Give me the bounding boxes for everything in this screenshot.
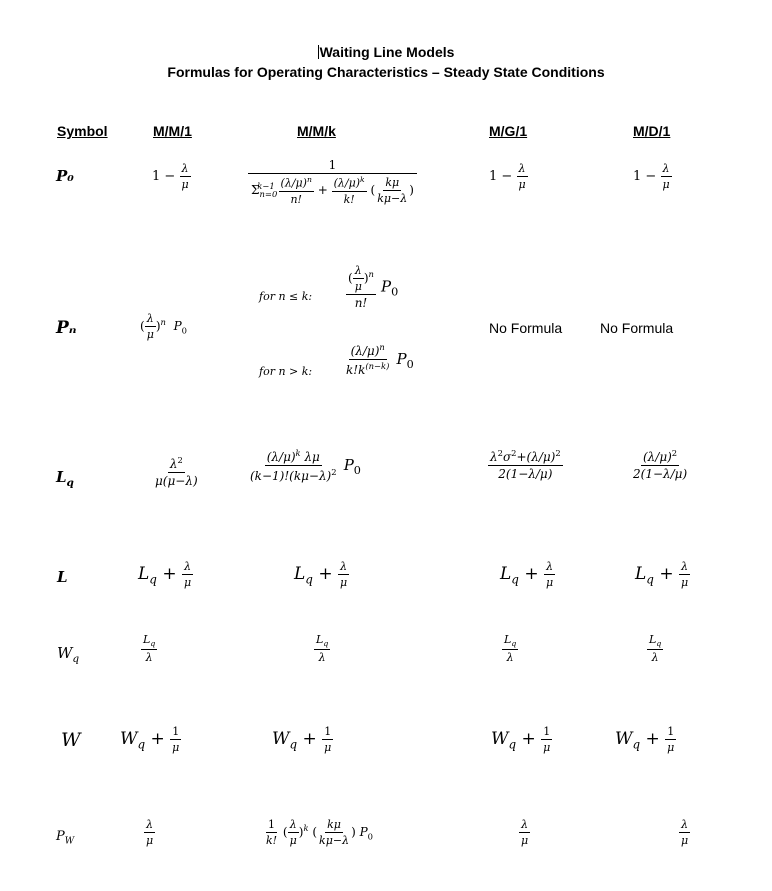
md1-pw-formula: $\frac{\lambda}{\mu}$ [681,818,689,847]
mmk-l-formula: $L_q$ + $\frac{\lambda}{\mu}$ [294,560,348,589]
symbol-lq: $L_q$ [56,468,74,489]
symbol-l [57,568,68,587]
l-symbol-text: L [57,568,68,586]
mmk-w-formula: $W_q$ + $\frac{1}{\mu}$ [272,725,332,754]
mmk-p0-formula: 1 $\Sigma_{n=0}^{k-1}$ $\frac{(\lambda/\mu)^n}{n!}$ + $\frac{(\lambda/\mu)^k}{k!}$ ( $\frac{k\mu}{k\mu-\lambda}$ ) [248,158,417,206]
mmk-lq-formula: $\frac{(\lambda/\mu)^k \lambda\mu}{(k-1)!(k\mu-\lambda)^2}$ $P_0$ [250,448,361,483]
w-symbol-text: W [61,729,81,751]
mg1-w-formula: $W_q$ + $\frac{1}{\mu}$ [491,725,551,754]
mmk-pn-condition-le: for n ≤ k: [259,290,313,303]
mmk-wq-formula: $\frac{L_q}{\lambda}$ [316,633,329,665]
mm1-p0-formula: 1 − $\frac{\lambda}{\mu}$ [152,162,189,191]
mg1-l-formula: $L_q$ + $\frac{\lambda}{\mu}$ [500,560,554,589]
header-symbol: Symbol [57,123,108,139]
mg1-pn-no-formula: No Formula [489,320,563,336]
mmk-pw-formula: $\frac{1}{k!}$ ( $\frac{\lambda}{\mu}$ )$^k$ ( $\frac{k\mu}{k\mu-\lambda}$ ) $P_0$ [266,818,373,847]
mmk-pn-formula-le: ( $\frac{\lambda}{\mu}$ )$^n$ n! $P_0$ [348,264,399,310]
header-mmk: M/M/k [297,123,336,139]
mg1-wq-formula: $\frac{L_q}{\lambda}$ [504,633,517,665]
symbol-pn [56,318,77,338]
md1-p0-formula: 1 − $\frac{\lambda}{\mu}$ [633,162,670,191]
mm1-pw-formula: $\frac{\lambda}{\mu}$ [146,818,154,847]
mmk-pn-formula-gt: $\frac{(\lambda/\mu)^n}{k!k^{(n-k)}}$ $P_0$ [346,342,414,377]
mmk-pn-condition-gt: for n > k: [259,365,313,378]
text-cursor [318,45,319,59]
page-subtitle: Formulas for Operating Characteristics – Steady State Conditions [167,64,605,80]
md1-l-formula: $L_q$ + $\frac{\lambda}{\mu}$ [635,560,689,589]
symbol-p0 [56,167,74,186]
header-mm1: M/M/1 [153,123,192,139]
header-mg1: M/G/1 [489,123,528,139]
mm1-w-formula: $W_q$ + $\frac{1}{\mu}$ [120,725,180,754]
p0-symbol-text: P₀ [56,167,74,185]
page-title: Waiting Line Models [319,44,455,60]
md1-w-formula: $W_q$ + $\frac{1}{\mu}$ [615,725,675,754]
mm1-pn-formula: ( $\frac{\lambda}{\mu}$ )$^n$ $P_0$ [140,312,187,341]
mm1-wq-formula: $\frac{L_q}{\lambda}$ [143,633,156,665]
symbol-w [61,729,81,751]
md1-pn-no-formula: No Formula [600,320,674,336]
symbol-pw: $P_W$ [56,829,75,847]
md1-lq-formula: $\frac{(\lambda/\mu)^2}{2(1-\lambda/\mu)}$ [633,448,688,481]
md1-wq-formula: $\frac{L_q}{\lambda}$ [649,633,662,665]
mg1-lq-formula: $\frac{\lambda^2\sigma^2+(\lambda/\mu)^2}{2(1-\lambda/\mu)}$ [490,448,561,481]
header-md1: M/D/1 [633,123,671,139]
pn-symbol-text: Pₙ [56,318,77,338]
mg1-p0-formula: 1 − $\frac{\lambda}{\mu}$ [489,162,526,191]
mm1-lq-formula: $\frac{\lambda^2}{\mu(\mu-\lambda)}$ [155,455,198,488]
mg1-pw-formula: $\frac{\lambda}{\mu}$ [521,818,529,847]
mm1-l-formula: $L_q$ + $\frac{\lambda}{\mu}$ [138,560,192,589]
symbol-wq: $W_q$ [57,644,80,665]
